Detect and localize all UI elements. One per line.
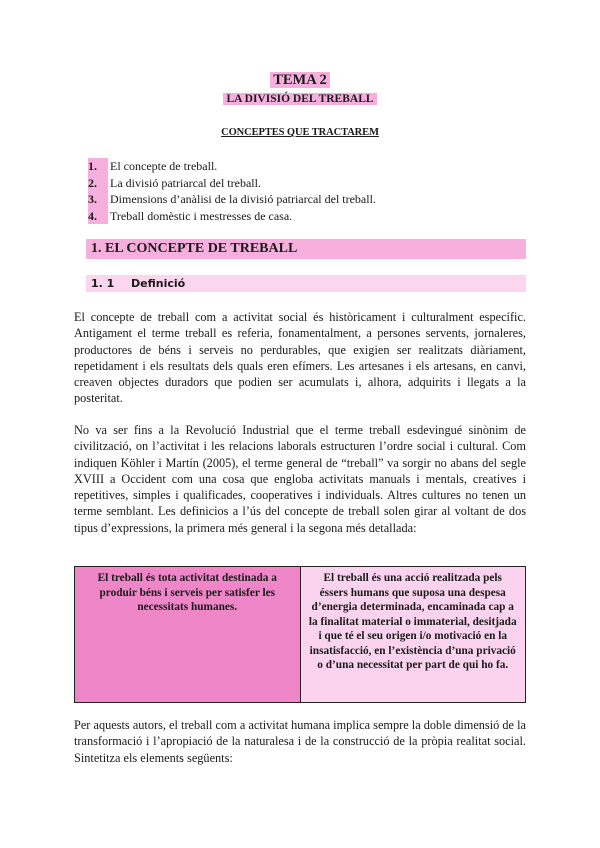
subsection-number: 1. 1 <box>91 277 115 290</box>
list-item <box>88 191 376 208</box>
detailed-definition-cell: El treball és una acció realitzada pels éssers humans que suposa una despesa d’energia determinada, encaminada cap a la finalitat material o immaterial, desitjada i que té el seu origen i/o motivació en la insatisfacció, en l’existència d’una privació o d’una necessitat per part de qui ho fa. <box>300 567 526 703</box>
concepts-list <box>88 158 376 224</box>
list-number: 2. <box>88 175 108 192</box>
list-number: 4. <box>88 208 108 225</box>
paragraph: Per aquests autors, el treball com a activitat humana implica sempre la doble dimensió de la transformació i l’apropiació de la naturalesa i de la construcció de la pròpia realitat social. Sintetitza els elements següents: <box>74 718 526 765</box>
list-item <box>88 208 376 225</box>
list-label: El concepte de treball. <box>110 159 218 173</box>
list-number: 3. <box>88 191 108 208</box>
general-definition-cell: El treball és tota activitat destinada a produir béns i serveis per satisfer les necessitats humanes. <box>75 567 301 703</box>
page-subtitle: LA DIVISIÓ DEL TREBALL <box>0 92 600 107</box>
list-label: La divisió patriarcal del treball. <box>110 175 261 190</box>
definitions-table <box>74 566 526 703</box>
subsection-label: Definició <box>131 277 186 290</box>
section-heading: 1. EL CONCEPTE DE TREBALL <box>86 239 526 259</box>
subsection-heading <box>86 275 526 292</box>
page-title: TEMA 2 <box>0 72 600 89</box>
list-label: Dimensions d’anàlisi de la divisió patriarcal del treball. <box>110 192 376 206</box>
concepts-heading: CONCEPTES QUE TRACTAREM <box>221 127 379 138</box>
list-label: Treball domèstic i mestresses de casa. <box>110 208 293 223</box>
paragraph: El concepte de treball com a activitat social és històricament i culturalment específic. Antigament el terme treball es referia, fonamentalment, a persones servents, jornaleres, productores de béns i serveis no perdurables, que exigien ser realitzats diàriament, repetidament i els resultats dels quals eren efímers. Les artesanes i els artesans, en canvi, creaven objectes duradors que podien ser acumulats i, alhora, adquirits i llegats a la posteritat. <box>74 310 526 406</box>
list-number: 1. <box>88 158 108 175</box>
list-item <box>88 175 376 192</box>
list-item <box>88 158 376 175</box>
paragraph: No va ser fins a la Revolució Industrial que el terme treball esdevingué sinònim de civilització, on l’activitat i les relacions laborals estructuren l’ordre social i cultural. Com indiquen Köhler i Martín (2005), el terme general de “treball” va sorgir no abans del segle XVIII a Occident com una cosa que engloba activitats manuals i mentals, creatives i repetitives, simples i qualificades, cooperatives i individuals. Altres cultures no tenen un terme semblant. Les definicios a l’ús del concepte de treball solen girar al voltant de dos tipus d’expressions, la primera més general i la segona més detallada: <box>74 423 526 535</box>
